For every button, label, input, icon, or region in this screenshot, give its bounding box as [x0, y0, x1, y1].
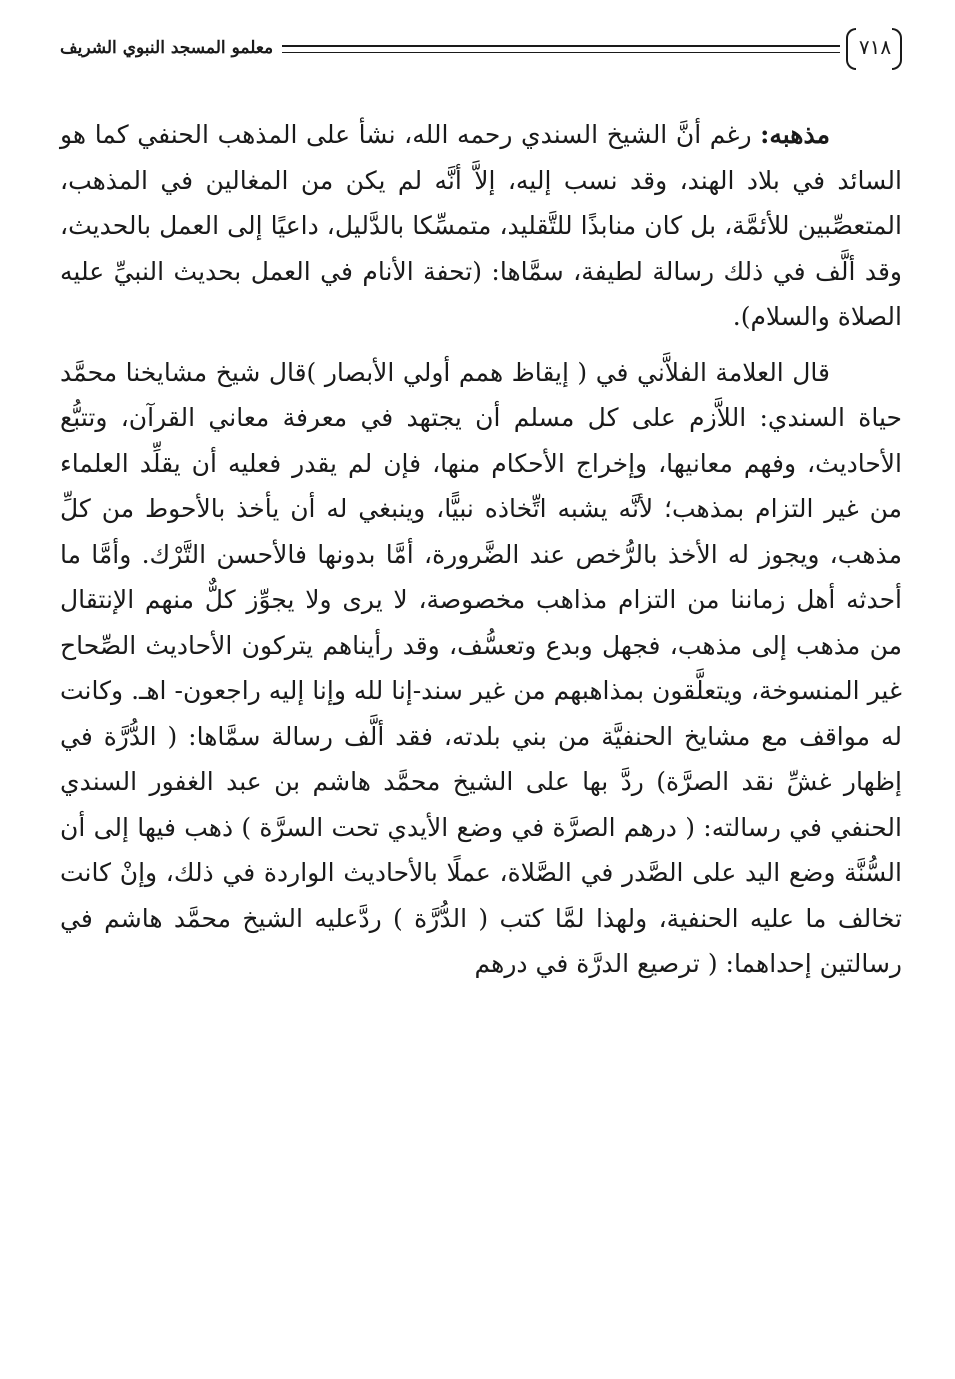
header-rule [282, 45, 840, 53]
paragraph-lead: مذهبه: [760, 120, 830, 149]
paragraph-text: قال العلامة الفلاَّني في ( إيقاظ همم أولي الأبصار )قال شيخ مشايخنا محمَّد حياة السندي: اللاَّزم على كل مسلم أن يجتهد في معرفة معاني القرآن، وتتبُّع الأحاديث، وفهم معانيها، وإخراج الأحكام منها، فإن لم يقدر فعليه أن يقلِّد العلماء من غير التزام بمذهب؛ لأنَّه يشبه اتِّخاذه نبيًّا، وينبغي له أن يأخذ بالأحوط من كلِّ مذهب، ويجوز له الأخذ بالرُّخص عند الضَّرورة، أمَّا بدونها فالأحسن التَّرْك. وأمَّا ما أحدثه أهل زماننا من التزام مذاهب مخصوصة، لا يرى ولا يجوِّز كلٌّ منهم الإنتقال من مذهب إلى مذهب، فجهل وبدع وتعسُّف، وقد رأيناهم يتركون الأحاديث الصِّحاح غير المنسوخة، ويتعلَّقون بمذاهبهم من غير سند-إنا لله وإنا إليه راجعون- اهـ. وكانت له مواقف مع مشايخ الحنفيَّة من بني بلدته، فقد ألَّف رسالة سمَّاها: ( الدُّرَّة في إظهار غشِّ نقد الصرَّة) ردَّ بها على الشيخ محمَّد هاشم بن عبد الغفور السندي الحنفي في رسالته: ( درهم الصرَّة في وضع الأيدي تحت السرَّة ) ذهب فيها إلى أن السُّنَّة وضع اليد على الصَّدر في الصَّلاة، عملًا بالأحاديث الواردة في ذلك، وإنْ كانت تخالف ما عليه الحنفية، ولهذا لمَّا كتب ( الدُّرَّة ) ردَّعليه الشيخ محمَّد هاشم في رسالتين إحداهما: ( ترصيع الدرَّة في درهم [60, 357, 902, 978]
paragraph-text: رغم أنَّ الشيخ السندي رحمه الله، نشأ على المذهب الحنفي كما هو السائد في بلاد الهند، وقد نسب إليه، إلاَّ أنَّه لم يكن من المغالين في المذهب، المتعصِّبين للأئمَّة، بل كان منابذًا للتَّقليد، متمسِّكا بالدَّليل، داعيًا إلى العمل بالحديث، وقد ألَّف في ذلك رسالة لطيفة، سمَّاها: (تحفة الأنام في العمل بحديث النبيِّ عليه الصلاة والسلام). [60, 120, 902, 331]
running-title: معلمو المسجد النبوي الشريف [60, 38, 274, 58]
paragraph-madhhab [60, 112, 902, 340]
page-number: ٧١٨ [858, 35, 892, 59]
body-text [60, 112, 902, 987]
paragraph-fallani-quote [60, 350, 902, 987]
page-header [60, 28, 902, 68]
